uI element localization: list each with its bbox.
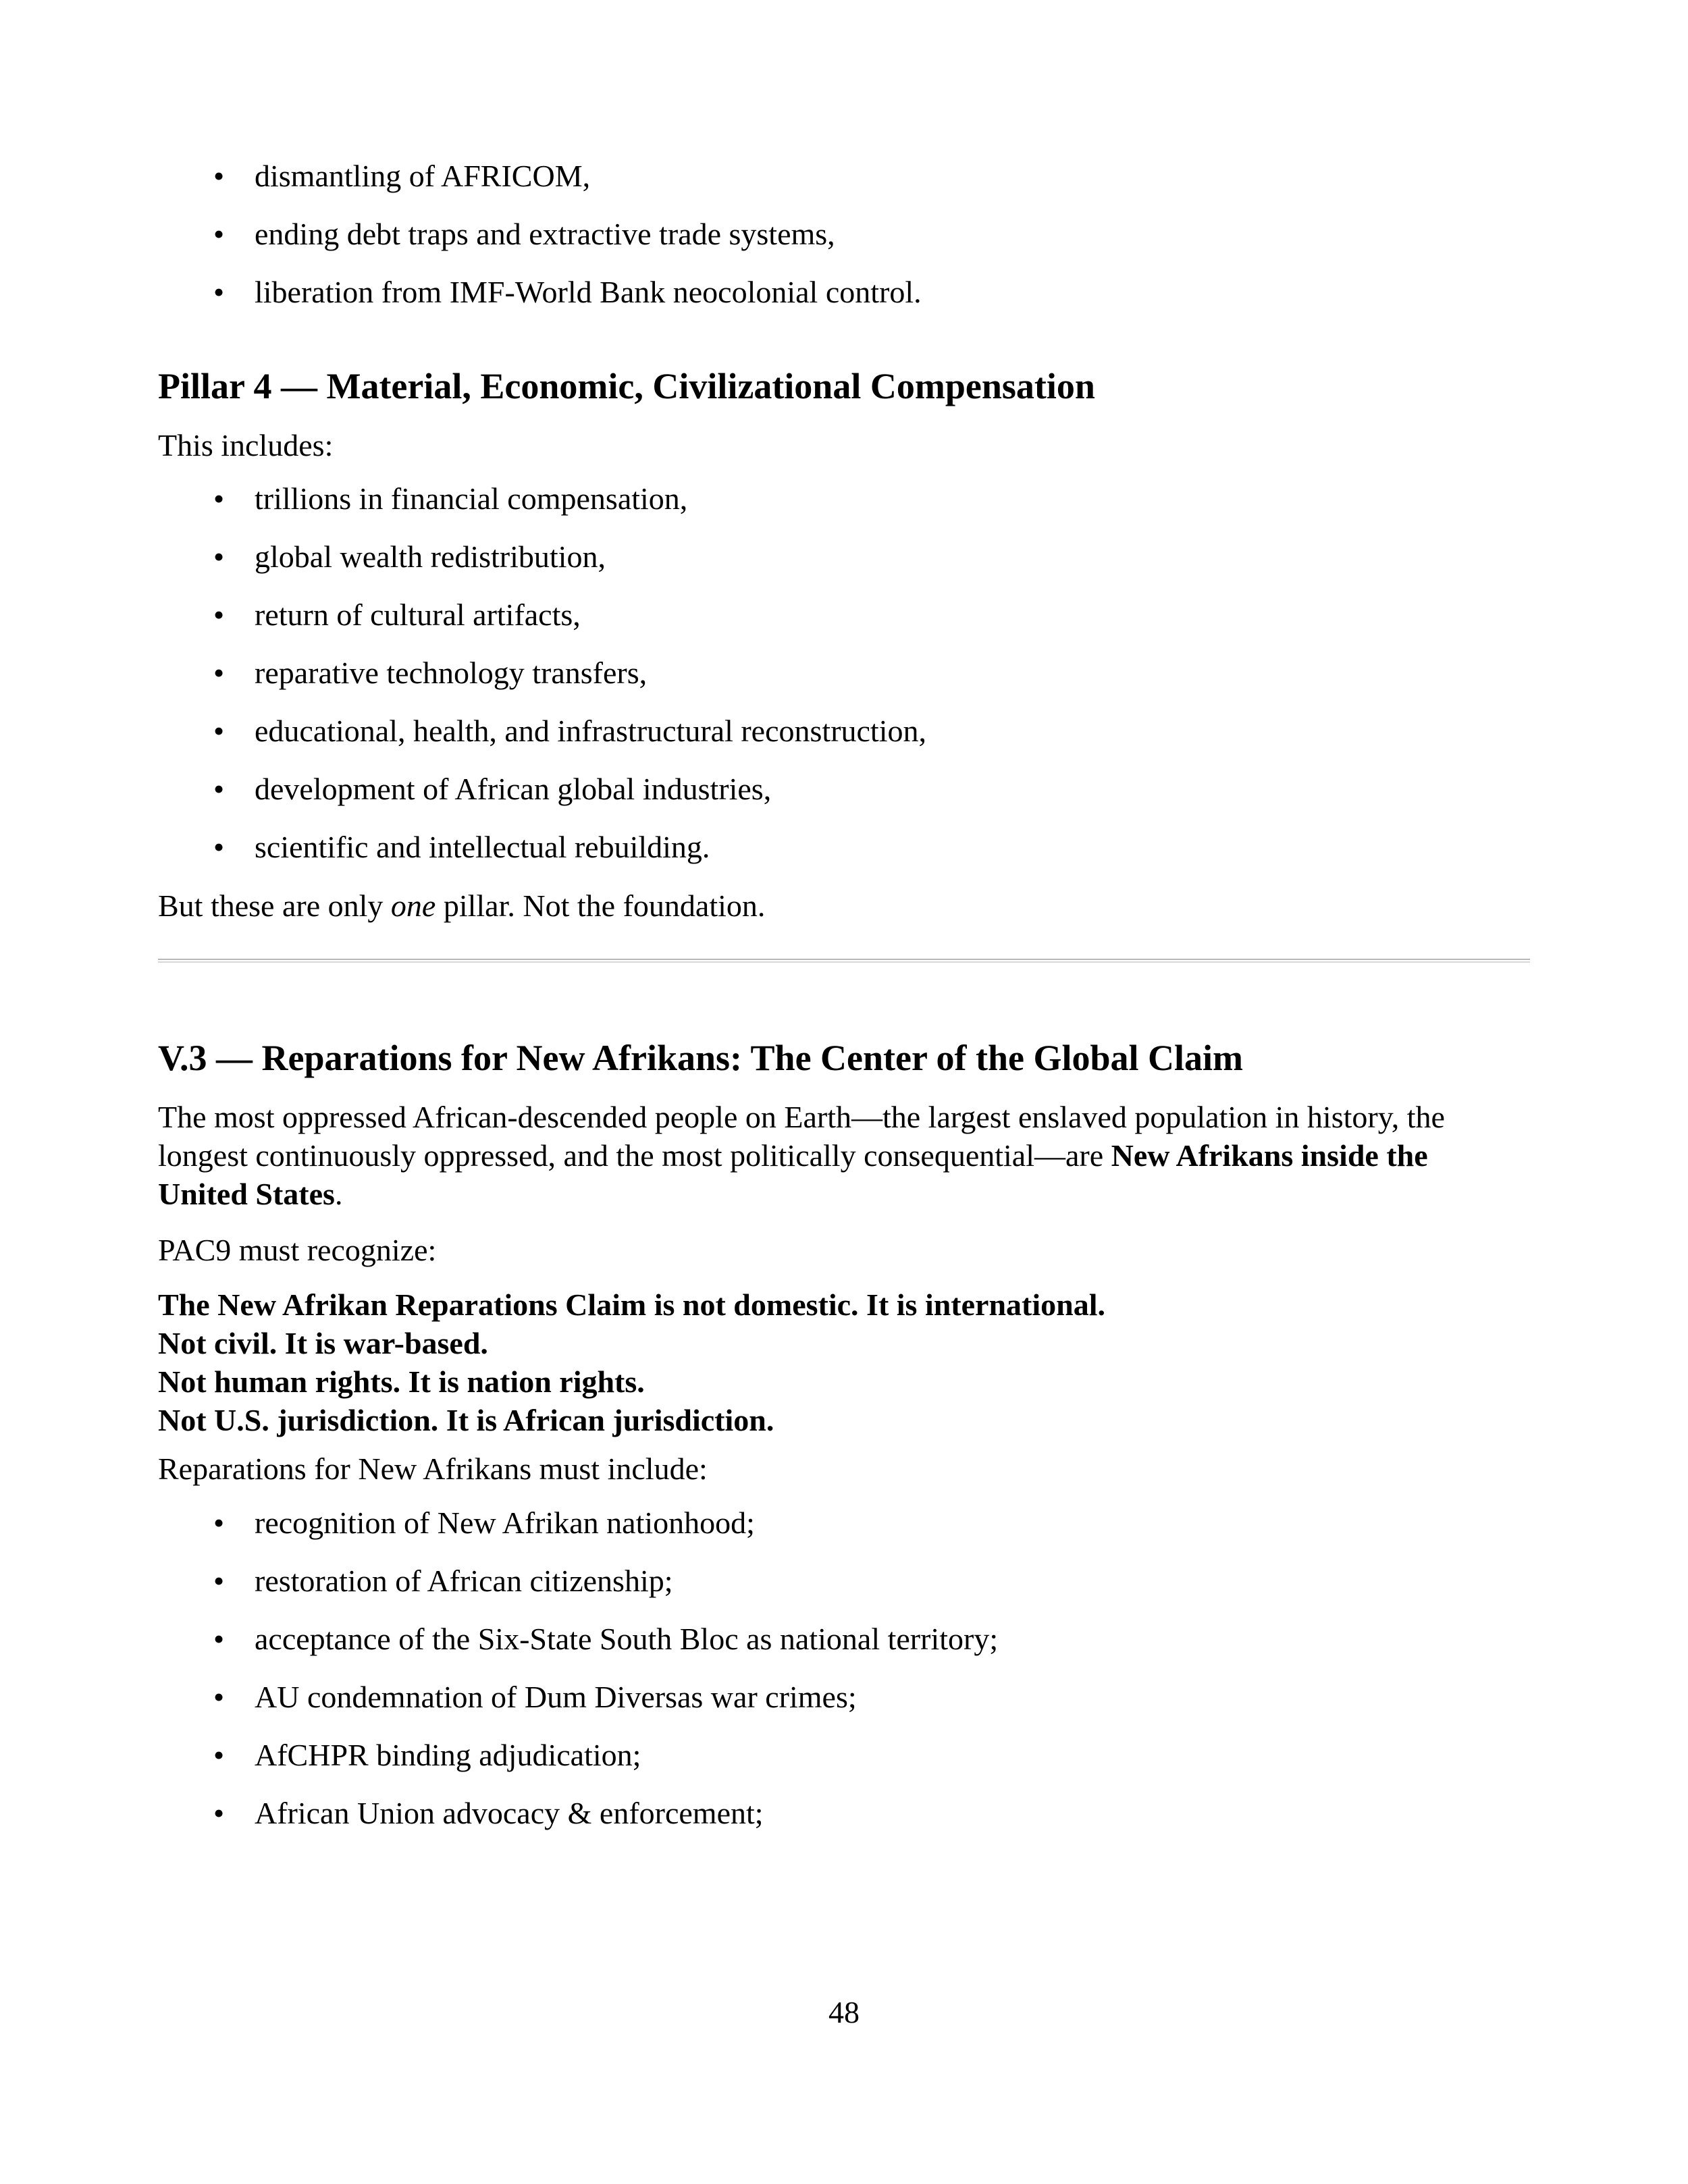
list-item xyxy=(158,712,1530,770)
document-page xyxy=(158,0,1530,2184)
bullet-icon: • xyxy=(213,275,225,309)
section-v3-heading: V.3 — Reparations for New Afrikans: The Center of the Global Claim xyxy=(158,1038,1243,1078)
list-item xyxy=(158,479,1530,537)
list-item xyxy=(158,1678,1530,1736)
list-item xyxy=(158,157,1530,215)
pillar4-intro: This includes: xyxy=(158,428,334,462)
closing-text-end: pillar. Not the foundation. xyxy=(436,888,766,923)
bullet-icon: • xyxy=(213,1622,225,1656)
list-item-text: trillions in financial compensation, xyxy=(255,481,688,516)
bullet-icon: • xyxy=(213,217,225,251)
list-item xyxy=(158,537,1530,595)
list-item-text: liberation from IMF-World Bank neocolonial control. xyxy=(255,275,922,309)
reparations-bullet-list xyxy=(158,1503,1530,1852)
claim-line: Not civil. It is war-based. xyxy=(158,1326,488,1360)
bullet-icon: • xyxy=(213,481,225,516)
list-item xyxy=(158,273,1530,331)
list-item-text: acceptance of the Six-State South Bloc as national territory; xyxy=(255,1622,999,1656)
bullet-icon: • xyxy=(213,159,225,193)
bullet-icon: • xyxy=(213,1796,225,1830)
list-item xyxy=(158,828,1530,886)
list-item xyxy=(158,1562,1530,1620)
bullet-icon: • xyxy=(213,830,225,864)
list-item-text: return of cultural artifacts, xyxy=(255,597,581,632)
paragraph-line xyxy=(158,1136,1530,1175)
list-item xyxy=(158,1620,1530,1678)
list-item-text: AU condemnation of Dum Diversas war crimes; xyxy=(255,1680,857,1714)
bullet-icon: • xyxy=(213,1506,225,1540)
claim-line: Not U.S. jurisdiction. It is African jurisdiction. xyxy=(158,1403,774,1437)
claim-line: The New Afrikan Reparations Claim is not domestic. It is international. xyxy=(158,1287,1105,1322)
reparations-include-intro: Reparations for New Afrikans must include: xyxy=(158,1451,708,1486)
list-item-text: scientific and intellectual rebuilding. xyxy=(255,830,710,864)
paragraph-bold-text: United States xyxy=(158,1177,335,1211)
top-bullet-list xyxy=(158,157,1530,331)
closing-text-start: But these are only xyxy=(158,888,391,923)
section-divider xyxy=(158,959,1530,963)
list-item xyxy=(158,1736,1530,1794)
list-item-text: African Union advocacy & enforcement; xyxy=(255,1796,764,1830)
list-item-text: recognition of New Afrikan nationhood; xyxy=(255,1506,755,1540)
claim-line: Not human rights. It is nation rights. xyxy=(158,1364,645,1399)
list-item-text: global wealth redistribution, xyxy=(255,539,606,574)
bullet-icon: • xyxy=(213,539,225,574)
list-item-text: educational, health, and infrastructural reconstruction, xyxy=(255,714,926,748)
list-item-text: development of African global industries, xyxy=(255,772,772,806)
paragraph-bold-text: New Afrikans inside the xyxy=(1111,1138,1428,1173)
bullet-icon: • xyxy=(213,714,225,748)
pillar4-closing xyxy=(158,886,1530,925)
claim-statements xyxy=(158,1285,1530,1439)
list-item xyxy=(158,770,1530,828)
bullet-icon: • xyxy=(213,656,225,690)
bullet-icon: • xyxy=(213,1680,225,1714)
list-item xyxy=(158,215,1530,273)
pillar4-bullet-list xyxy=(158,479,1530,886)
pillar4-heading: Pillar 4 — Material, Economic, Civilizational Compensation xyxy=(158,366,1095,406)
bullet-icon: • xyxy=(213,1738,225,1772)
list-item xyxy=(158,1503,1530,1562)
paragraph-text: . xyxy=(334,1177,343,1211)
list-item-text: AfCHPR binding adjudication; xyxy=(255,1738,641,1772)
pac9-intro: PAC9 must recognize: xyxy=(158,1233,437,1267)
bullet-icon: • xyxy=(213,1564,225,1598)
list-item-text: dismantling of AFRICOM, xyxy=(255,159,591,193)
list-item xyxy=(158,1794,1530,1852)
paragraph-text: longest continuously oppressed, and the most politically consequential—are xyxy=(158,1138,1111,1173)
bullet-icon: • xyxy=(213,772,225,806)
paragraph-line: The most oppressed African-descended people on Earth—the largest enslaved population in history, the xyxy=(158,1100,1445,1134)
list-item-text: reparative technology transfers, xyxy=(255,656,648,690)
paragraph-line xyxy=(158,1175,1530,1213)
list-item xyxy=(158,654,1530,712)
closing-emphasis: one xyxy=(390,888,436,923)
list-item-text: ending debt traps and extractive trade systems, xyxy=(255,217,835,251)
section-v3-paragraph xyxy=(158,1098,1530,1213)
bullet-icon: • xyxy=(213,597,225,632)
list-item-text: restoration of African citizenship; xyxy=(255,1564,673,1598)
list-item xyxy=(158,595,1530,654)
page-number: 48 xyxy=(828,1995,860,2029)
